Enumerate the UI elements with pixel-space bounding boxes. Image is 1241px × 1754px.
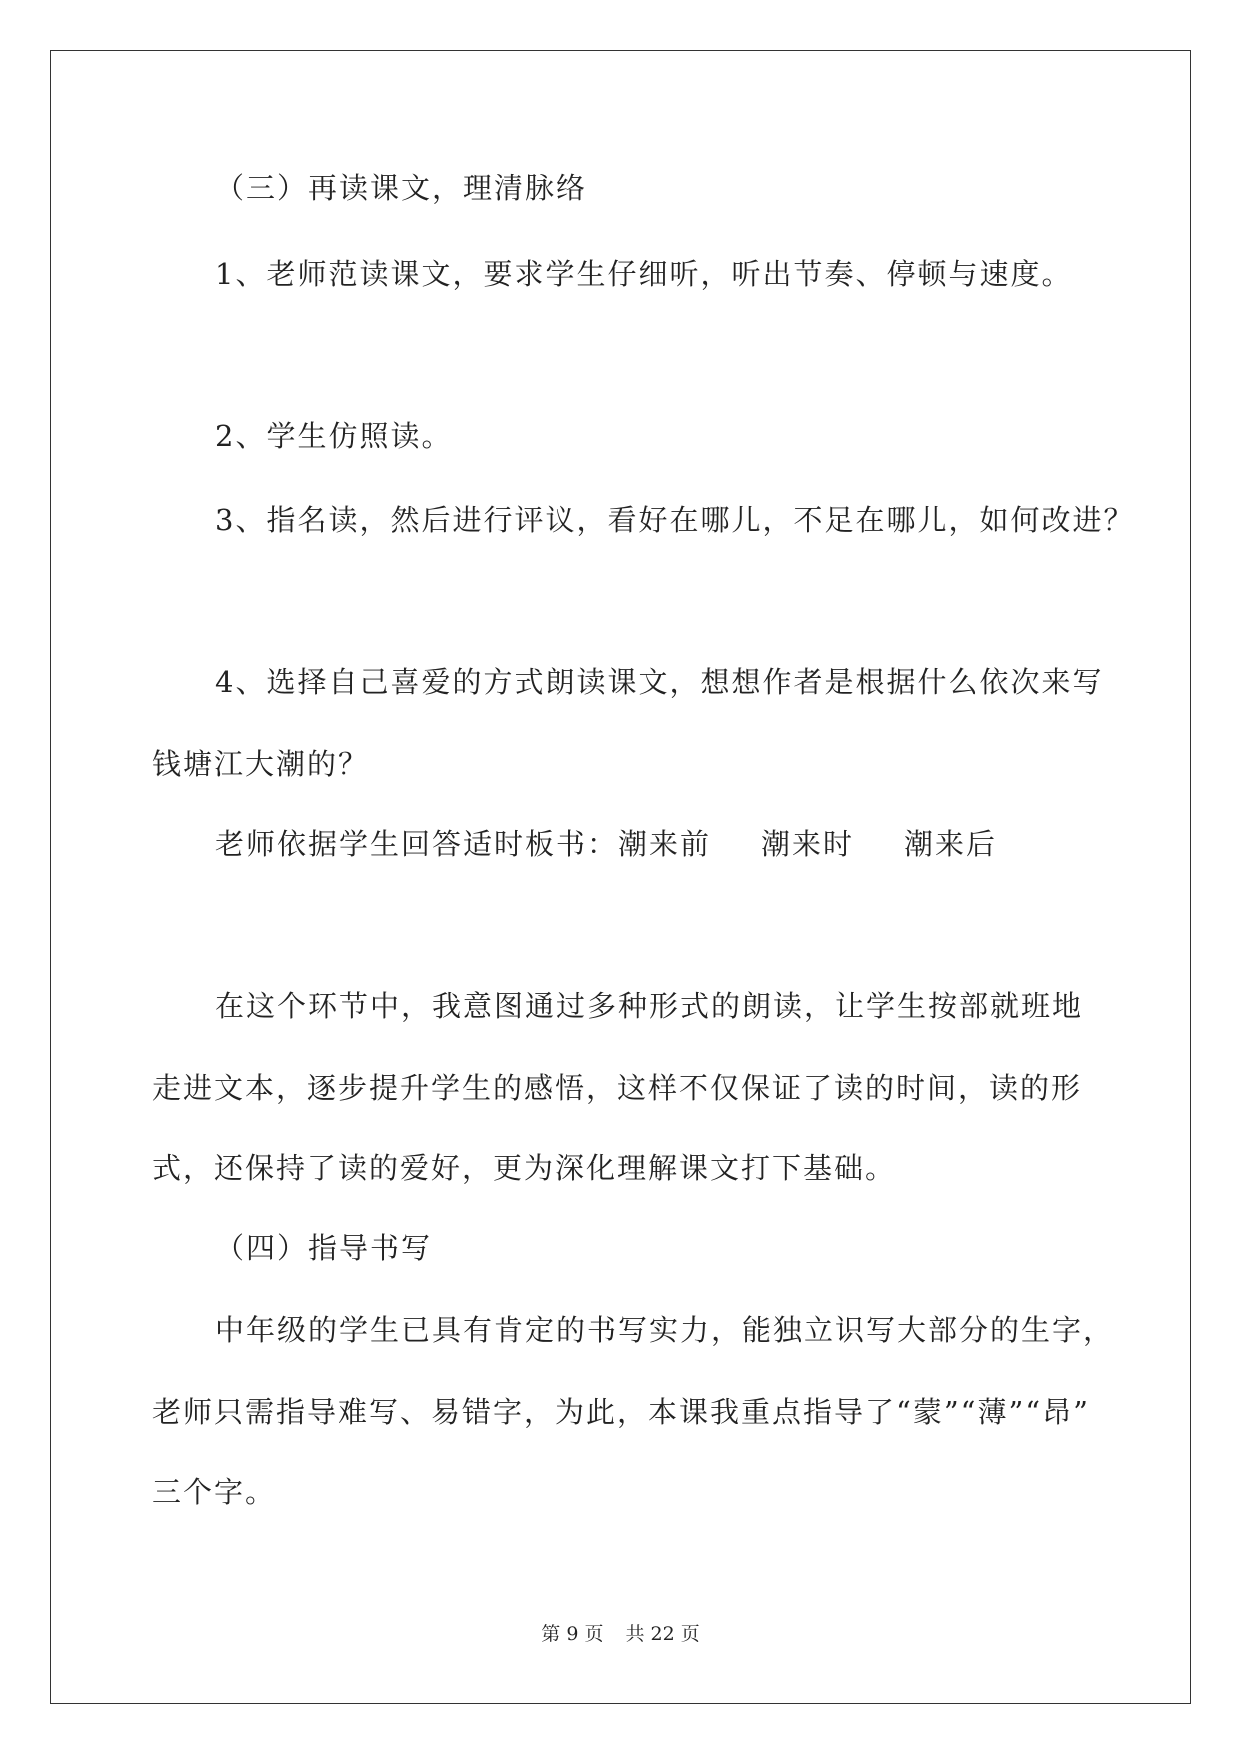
page-total: 共 22 页 [625,1623,700,1645]
paragraph-writing-line-2: 老师只需指导难写、易错字，为此，本课我重点指导了“蒙”“薄”“昂” [152,1395,1090,1429]
paragraph-step-4-line-1: 4、选择自己喜爱的方式朗读课文，想想作者是根据什么依次来写 [215,665,1104,699]
paragraph-step-1: 1、老师范读课文，要求学生仔细听，听出节奏、停顿与速度。 [215,257,1073,291]
section-heading-3: （三）再读课文，理清脉络 [215,171,588,205]
blackboard-lead-text: 老师依据学生回答适时板书：潮来前 [215,827,712,861]
page-number: 第 9 页 [541,1623,604,1645]
page-footer [0,1622,1241,1646]
paragraph-step-4-line-2: 钱塘江大潮的？ [152,747,370,781]
paragraph-writing-line-3: 三个字。 [152,1475,277,1509]
paragraph-blackboard [215,826,997,862]
page-frame [50,50,1191,1704]
paragraph-reflection-line-2: 走进文本，逐步提升学生的感悟，这样不仅保证了读的时间，读的形 [152,1071,1083,1105]
paragraph-reflection-line-3: 式，还保持了读的爱好，更为深化理解课文打下基础。 [152,1151,897,1185]
blackboard-item-after: 潮来后 [904,827,998,861]
blackboard-item-during: 潮来时 [761,827,855,861]
paragraph-reflection-line-1: 在这个环节中，我意图通过多种形式的朗读，让学生按部就班地 [215,989,1084,1023]
paragraph-step-2: 2、学生仿照读。 [215,419,453,453]
paragraph-writing-line-1: 中年级的学生已具有肯定的书写实力，能独立识写大部分的生字， [215,1313,1115,1347]
paragraph-step-3: 3、指名读，然后进行评议，看好在哪儿，不足在哪儿，如何改进？ [215,503,1135,537]
section-heading-4: （四）指导书写 [215,1231,433,1265]
